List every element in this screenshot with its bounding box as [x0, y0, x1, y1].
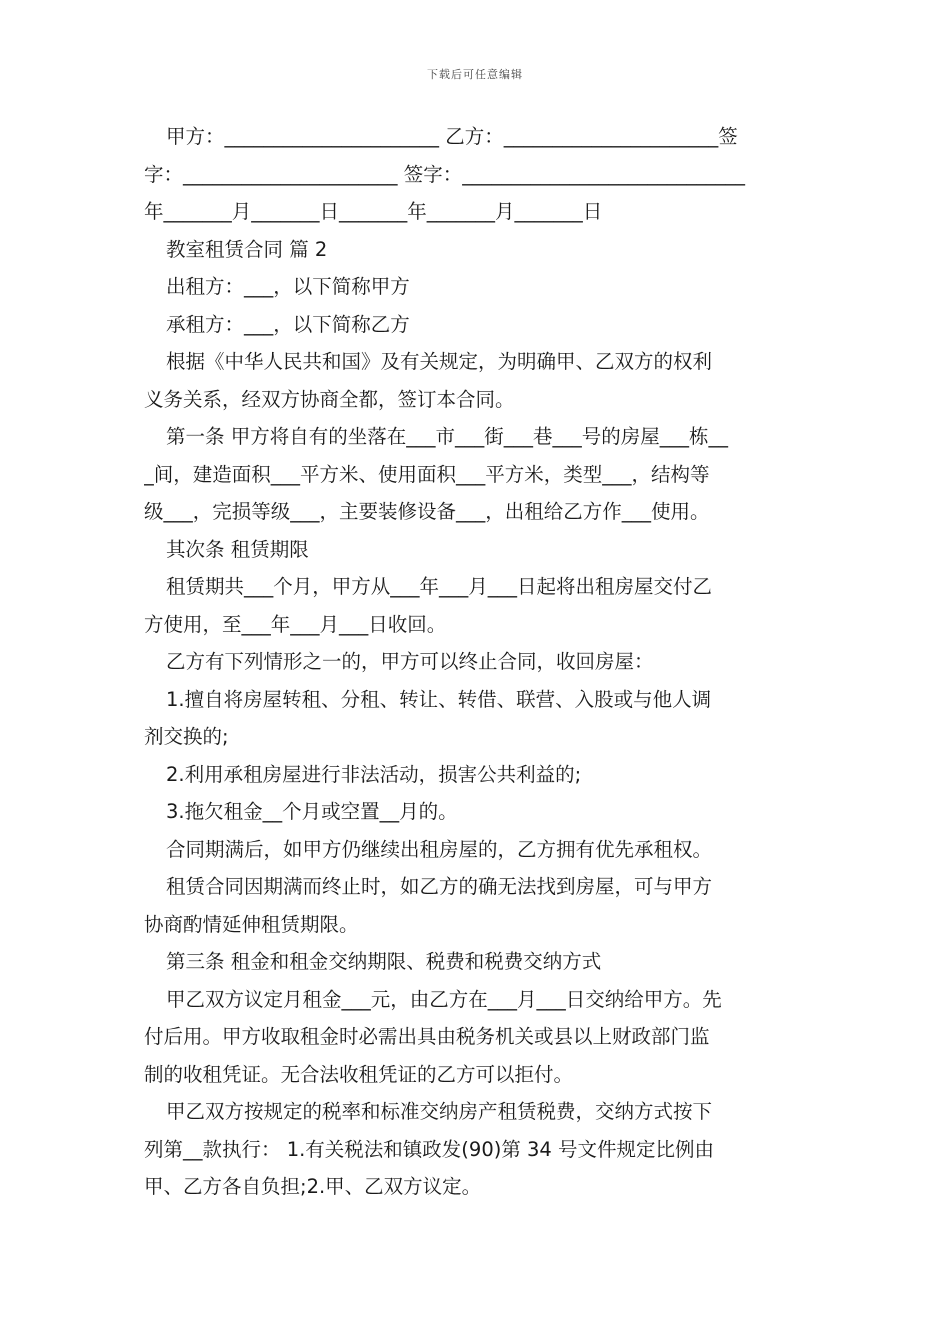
text-line: 承租方：___，以下简称乙方: [166, 312, 410, 336]
document-body: [144, 118, 808, 1206]
section-title: 教室租赁合同 篇 2: [166, 237, 328, 261]
text-line: 租赁期共___个月，甲方从___年___月___日起将出租房屋交付乙: [166, 575, 713, 598]
clause-heading: 其次条 租赁期限: [166, 537, 309, 561]
text-line: 列第__款执行： 1.有关税法和镇政发(90)第 34 号文件规定比例由: [144, 1137, 715, 1161]
text-line: 级___，完损等级___，主要装修设备___，出租给乙方作___使用。: [144, 500, 710, 523]
text-line: 租赁合同因期满而终止时，如乙方的确无法找到房屋，可与甲方: [166, 875, 713, 898]
text-line: 出租方：___，以下简称甲方: [166, 275, 410, 298]
text-line: 乙方有下列情形之一的，甲方可以终止合同，收回房屋：: [166, 650, 654, 673]
text-line: _间，建造面积___平方米、使用面积___平方米，类型___，结构等: [144, 462, 710, 486]
text-line: 剂交换的;: [144, 725, 229, 748]
text-line: 付后用。甲方收取租金时必需出具由税务机关或县以上财政部门监: [144, 1025, 710, 1048]
text-line: 年_______月_______日_______年_______月_______日: [144, 200, 603, 223]
header-note: 下载后可任意编辑: [427, 68, 523, 81]
text-line: 字：______________________ 签字：_____________________________: [144, 162, 745, 186]
text-line: 甲乙双方议定月租金___元，由乙方在___月___日交纳给甲方。先: [166, 987, 722, 1011]
text-line: 方使用，至___年___月___日收回。: [144, 612, 447, 636]
list-item: 1.擅自将房屋转租、分租、转让、转借、联营、入股或与他人调: [166, 687, 712, 711]
list-item: 3.拖欠租金__个月或空置__月的。: [166, 800, 458, 823]
text-line: 义务关系，经双方协商全都，签订本合同。: [144, 387, 515, 411]
text-line: 制的收租凭证。无合法收租凭证的乙方可以拒付。: [144, 1062, 574, 1086]
text-line: 根据《中华人民共和国》及有关规定，为明确甲、乙双方的权利: [166, 350, 713, 373]
text-line: 甲、乙方各自负担;2.甲、乙双方议定。: [144, 1175, 482, 1198]
text-line: 甲乙双方按规定的税率和标准交纳房产租赁税费，交纳方式按下: [166, 1100, 713, 1123]
text-line: 甲方：______________________ 乙方：______________________签: [166, 125, 738, 148]
list-item: 2.利用承租房屋进行非法活动，损害公共利益的;: [166, 762, 582, 786]
clause-heading: 第三条 租金和租金交纳期限、税费和税费交纳方式: [166, 950, 602, 973]
text-line: 协商酌情延伸租赁期限。: [144, 912, 359, 936]
text-line: 第一条 甲方将自有的坐落在___市___街___巷___号的房屋___栋__: [166, 425, 728, 448]
text-line: 合同期满后，如甲方仍继续出租房屋的，乙方拥有优先承租权。: [166, 837, 713, 861]
